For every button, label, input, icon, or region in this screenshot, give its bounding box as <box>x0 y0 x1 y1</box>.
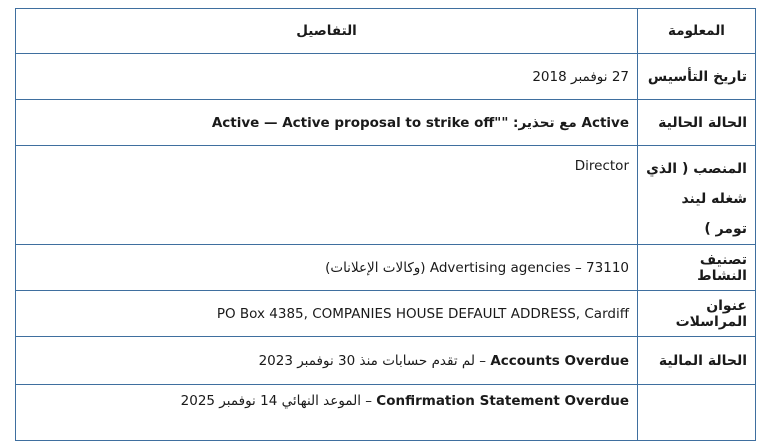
position-value: Director <box>16 146 638 245</box>
confirmation-overdue-detail: – الموعد النهائي 14 نوفمبر 2025 <box>180 393 377 409</box>
address-key: عنوان المراسلات <box>638 291 756 337</box>
financial-value-line2 <box>16 385 638 441</box>
status-value <box>16 100 638 146</box>
status-strike-off-label: Active — Active proposal to strike off <box>211 114 495 131</box>
table-row-founded <box>16 54 756 100</box>
table-row-financial <box>16 337 756 385</box>
position-key-line2: شغله ليند تومر ) <box>681 191 747 237</box>
address-value <box>16 291 638 337</box>
status-key: الحالة الحالية <box>638 100 756 146</box>
accounts-overdue-detail: – لم تقدم حسابات منذ 30 نوفمبر 2023 <box>258 352 491 369</box>
table-header-row <box>16 9 756 54</box>
company-info-table-container <box>15 8 756 441</box>
activity-key: تصنيف النشاط <box>638 245 756 291</box>
financial-key: الحالة المالية <box>638 337 756 385</box>
status-active-label: Active <box>581 114 629 131</box>
status-warning-prefix: مع تحذير: "" <box>494 114 582 131</box>
founded-value: 27 نوفمبر 2018 <box>16 54 638 100</box>
financial-key-empty <box>638 385 756 441</box>
table-row-status <box>16 100 756 146</box>
header-key: المعلومة <box>638 9 756 54</box>
header-value: التفاصيل <box>16 9 638 54</box>
table-row-address <box>16 291 756 337</box>
founded-key: تاريخ التأسيس <box>638 54 756 100</box>
accounts-overdue-label: Accounts Overdue <box>490 352 629 369</box>
position-key <box>638 146 756 245</box>
confirmation-overdue-label: Confirmation Statement Overdue <box>376 393 629 409</box>
table-row-activity <box>16 245 756 291</box>
address-text: PO Box 4385, COMPANIES HOUSE DEFAULT ADDRESS, Cardiff <box>216 305 629 322</box>
activity-value: 73110 – Advertising agencies (وكالات الإعلانات) <box>16 245 638 291</box>
financial-value-line1 <box>16 337 638 385</box>
table-row-financial-cont <box>16 385 756 441</box>
table-row-position <box>16 146 756 245</box>
position-key-line1: المنصب ( الذي <box>646 161 747 177</box>
company-info-table <box>15 8 756 441</box>
